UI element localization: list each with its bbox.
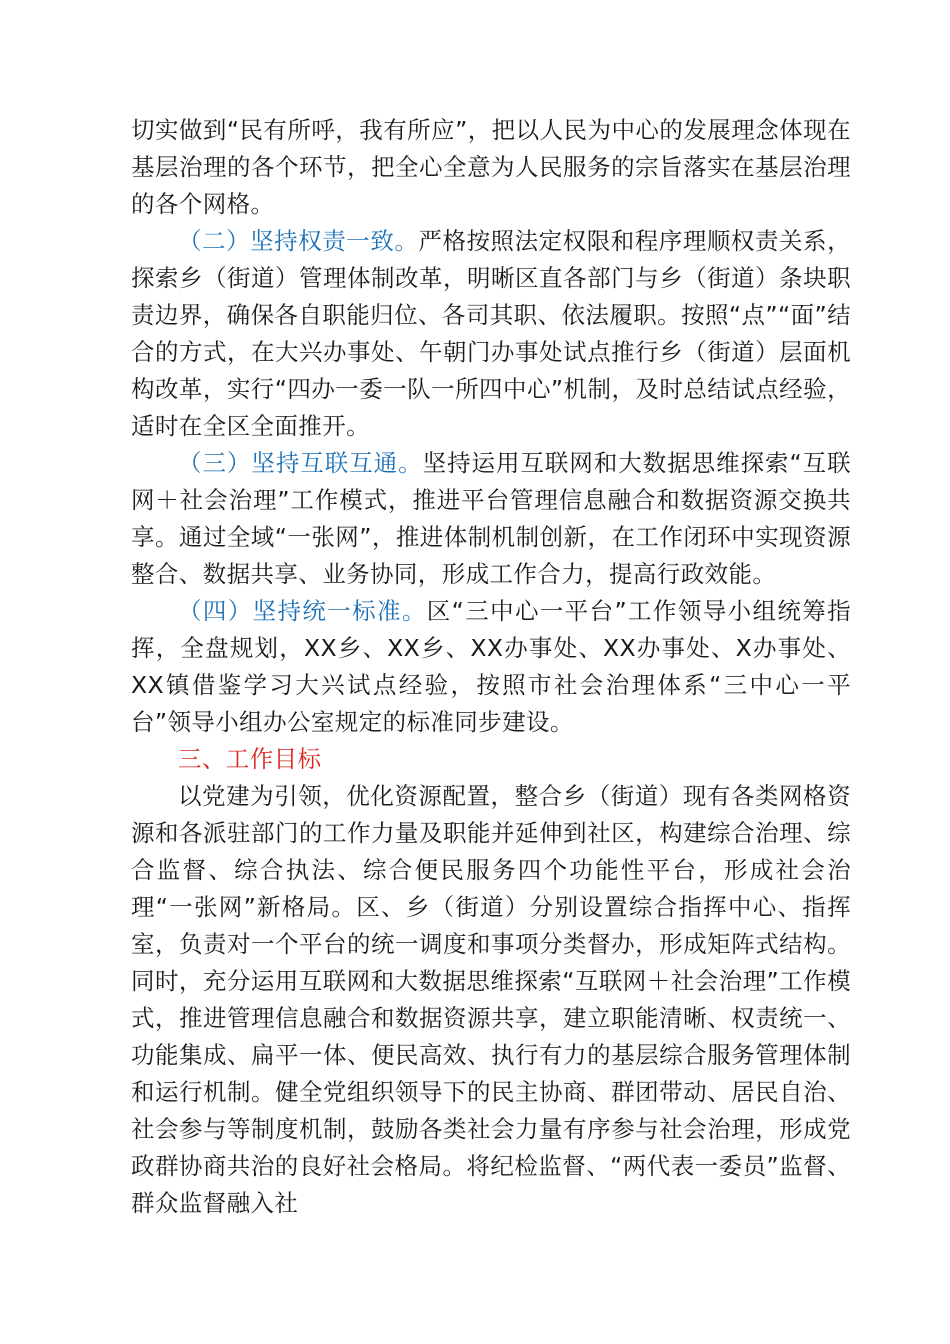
- section-3-body: 以党建为引领，优化资源配置，整合乡（街道）现有各类网格资源和各派驻部门的工作力量及职能并延伸到社区，构建综合治理、综合监督、综合执法、综合便民服务四个功能性平台，形成社会治理“一张网”新格局。区、乡（街道）分别设置综合指挥中心、指挥室，负责对一个平台的统一调度和事项分类督办，形成矩阵式结构。同时，充分运用互联网和大数据思维探索“互联网＋社会治理”工作模式，推进管理信息融合和数据资源共享，建立职能清晰、权责统一、功能集成、扁平一体、便民高效、执行有力的基层综合服务管理体制和运行机制。健全党组织领导下的民主协商、群团带动、居民自治、社会参与等制度机制，鼓励各类社会力量有序参与社会治理，形成党政群协商共治的良好社会格局。将纪检监督、“两代表一委员”监督、群众监督融入社: [131, 782, 851, 1217]
- section-3-heading: 三、工作目标: [178, 745, 322, 773]
- intro-paragraph: [131, 112, 851, 223]
- point-3-body: 坚持运用互联网和大数据思维探索“互联网＋社会治理”工作模式，推进平台管理信息融合和数据资源交换共享。通过全域“一张网”，推进体制机制创新，在工作闭环中实现资源整合、数据共享、业务协同，形成工作合力，提高行政效能。: [131, 449, 852, 588]
- document-body: [131, 112, 851, 1222]
- section-3-paragraph: [131, 778, 851, 1222]
- point-3-heading: （三）坚持互联互通。: [178, 449, 423, 477]
- point-2-paragraph: [131, 223, 851, 445]
- point-3-paragraph: [131, 445, 851, 593]
- point-4-paragraph: [131, 593, 851, 741]
- point-2-heading: （二）坚持权责一致。: [178, 227, 419, 255]
- point-2-body: 严格按照法定权限和程序理顺权责关系，探索乡（街道）管理体制改革，明晰区直各部门与乡（街道）条块职责边界，确保各自职能归位、各司其职、依法履职。按照“点”“面”结合的方式，在大兴办事处、午朝门办事处试点推行乡（街道）层面机构改革，实行“四办一委一队一所四中心”机制，及时总结试点经验，适时在全区全面推开。: [131, 227, 851, 440]
- intro-text: 切实做到“民有所呼，我有所应”，把以人民为中心的发展理念体现在基层治理的各个环节，把全心全意为人民服务的宗旨落实在基层治理的各个网格。: [131, 116, 851, 218]
- point-4-body: 区“三中心一平台”工作领导小组统筹指挥，全盘规划，XX乡、XX乡、XX办事处、XX办事处、X办事处、XX镇借鉴学习大兴试点经验，按照市社会治理体系“三中心一平台”领导小组办公室规定的标准同步建设。: [131, 597, 851, 736]
- point-4-heading: （四）坚持统一标准。: [178, 597, 427, 625]
